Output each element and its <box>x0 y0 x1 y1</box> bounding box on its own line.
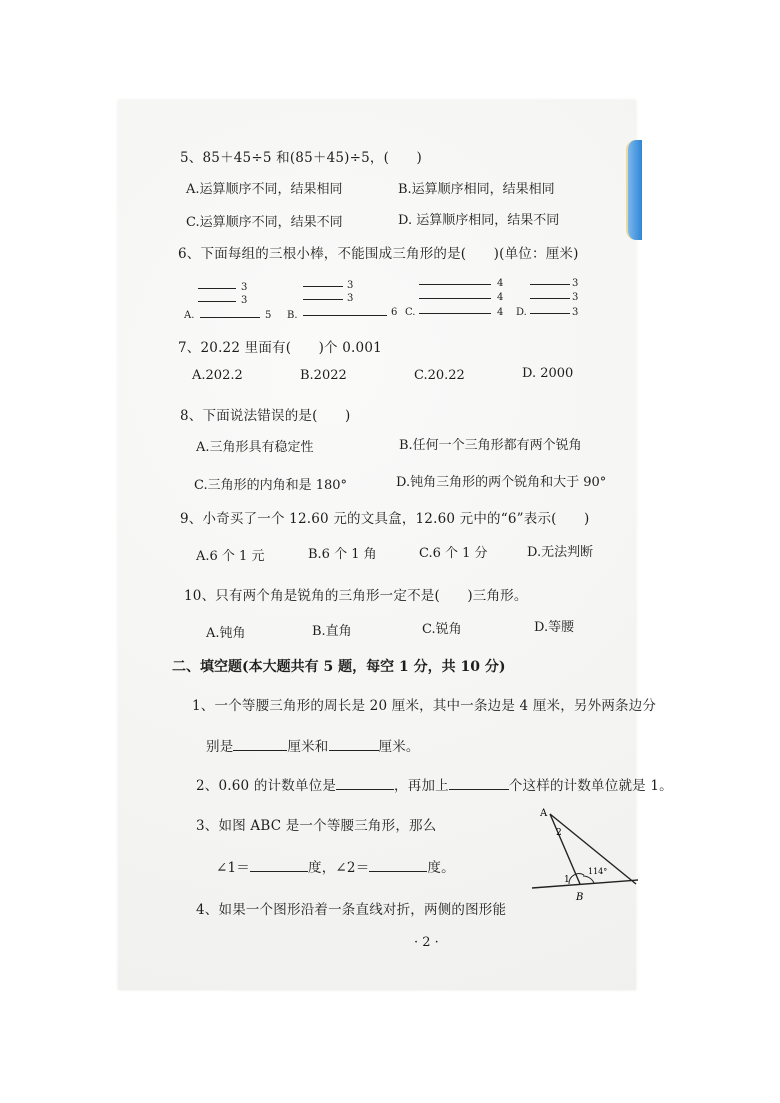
q9-option-c[interactable]: C.6 个 1 分 <box>419 546 488 561</box>
stick-length: 6 <box>391 307 398 318</box>
stick <box>303 299 343 300</box>
f1-mid: 厘米和 <box>287 739 329 755</box>
f3-line1: 3、如图 ABC 是一个等腰三角形，那么 <box>196 818 437 834</box>
section-2-title: 二、填空题(本大题共有 5 题，每空 1 分，共 10 分) <box>172 659 506 675</box>
q5-option-d[interactable]: D. 运算顺序相同，结果不同 <box>398 213 560 228</box>
q8-option-d[interactable]: D.钝角三角形的两个锐角和大于 90° <box>396 475 607 490</box>
stick <box>303 315 387 316</box>
stick-length: 3 <box>241 295 248 306</box>
stick-length: 3 <box>347 293 354 304</box>
f3-angle2-label: 度，∠2＝ <box>308 860 370 876</box>
stick <box>419 284 491 285</box>
stick-length: 4 <box>497 278 504 289</box>
stick-length: 3 <box>572 307 579 318</box>
f2-blank-2[interactable] <box>449 777 509 790</box>
page-number: · 2 · <box>414 935 439 950</box>
q5-option-a[interactable]: A.运算顺序不同，结果相同 <box>186 182 343 197</box>
f3-blank-1[interactable] <box>250 859 308 872</box>
option-label: A. <box>184 310 195 321</box>
f2-pre: 2、0.60 的计数单位是 <box>196 778 337 794</box>
q8-option-a[interactable]: A.三角形具有稳定性 <box>196 440 314 455</box>
angle-2-label: 2 <box>556 828 562 838</box>
q7-option-b[interactable]: B.2022 <box>300 368 347 383</box>
f2-mid: ，再加上 <box>394 778 449 794</box>
stick <box>530 298 570 299</box>
stick-length: 3 <box>572 292 579 303</box>
f3-line2 <box>216 856 455 876</box>
vertex-a-label: A <box>540 808 548 819</box>
stick-length: 3 <box>572 278 579 289</box>
stick-length: 4 <box>497 307 504 318</box>
q10-option-a[interactable]: A.钝角 <box>206 626 246 641</box>
q5-stem: 5、85＋45÷5 和(85＋45)÷5，( ) <box>180 150 422 166</box>
q7-stem: 7、20.22 里面有( )个 0.001 <box>178 340 382 356</box>
triangle-figure <box>528 800 638 910</box>
f1-pre: 别是 <box>206 739 234 755</box>
stick <box>419 298 491 299</box>
q5-option-c[interactable]: C.运算顺序不同，结果不同 <box>186 215 343 230</box>
stick <box>530 313 570 314</box>
q9-option-a[interactable]: A.6 个 1 元 <box>196 549 265 564</box>
stick <box>200 317 260 318</box>
option-label: D. <box>516 307 527 318</box>
f4-line1: 4、如果一个图形沿着一条直线对折，两侧的图形能 <box>196 902 507 918</box>
stick-length: 3 <box>347 280 354 291</box>
f3-unit: 度。 <box>427 860 455 876</box>
stick <box>530 284 570 285</box>
angle-114-label: 114° <box>588 867 608 876</box>
angle-1-label: 1 <box>564 875 570 885</box>
stick <box>198 301 236 302</box>
f1-post: 厘米。 <box>378 739 420 755</box>
f2-line <box>196 774 673 794</box>
stick <box>198 288 236 289</box>
angle-114-arc <box>583 876 594 883</box>
f1-blank-1[interactable] <box>233 738 287 751</box>
stick-length: 5 <box>265 310 272 321</box>
q8-option-b[interactable]: B.任何一个三角形都有两个锐角 <box>399 438 582 453</box>
q7-option-a[interactable]: A.202.2 <box>192 368 243 383</box>
f2-post: 个这样的计数单位就是 1。 <box>508 778 673 794</box>
stick-length: 3 <box>241 282 248 293</box>
vertex-b-label: B <box>576 892 584 903</box>
q7-option-c[interactable]: C.20.22 <box>414 368 465 383</box>
f3-blank-2[interactable] <box>369 859 427 872</box>
q6-stem: 6、下面每组的三根小棒，不能围成三角形的是( )(单位：厘米) <box>178 246 579 262</box>
q8-option-c[interactable]: C.三角形的内角和是 180° <box>194 478 348 493</box>
q10-option-b[interactable]: B.直角 <box>312 624 352 639</box>
f1-line2 <box>206 735 420 755</box>
stick <box>419 313 491 314</box>
f1-blank-2[interactable] <box>329 738 379 751</box>
q8-stem: 8、下面说法错误的是( ) <box>180 408 351 424</box>
q9-option-d[interactable]: D.无法判断 <box>527 545 594 560</box>
f1-line1: 1、一个等腰三角形的周长是 20 厘米，其中一条边是 4 厘米，另外两条边分 <box>192 698 657 714</box>
stick-length: 4 <box>497 292 504 303</box>
q10-option-c[interactable]: C.锐角 <box>422 622 462 637</box>
q9-option-b[interactable]: B.6 个 1 角 <box>308 547 377 562</box>
stick <box>303 286 343 287</box>
option-label: B. <box>287 310 298 321</box>
blue-tab-edge <box>626 140 642 240</box>
q9-stem: 9、小奇买了一个 12.60 元的文具盒，12.60 元中的“6”表示( ) <box>180 511 590 527</box>
option-label: C. <box>405 307 416 318</box>
q7-option-d[interactable]: D. 2000 <box>522 366 574 381</box>
q10-stem: 10、只有两个角是锐角的三角形一定不是( )三角形。 <box>184 588 528 604</box>
q10-option-d[interactable]: D.等腰 <box>534 620 575 635</box>
q5-option-b[interactable]: B.运算顺序相同，结果相同 <box>398 182 555 197</box>
f2-blank-1[interactable] <box>336 777 394 790</box>
f3-angle1-label: ∠1＝ <box>216 860 251 876</box>
base-line <box>532 880 638 888</box>
side-ab <box>550 814 580 884</box>
